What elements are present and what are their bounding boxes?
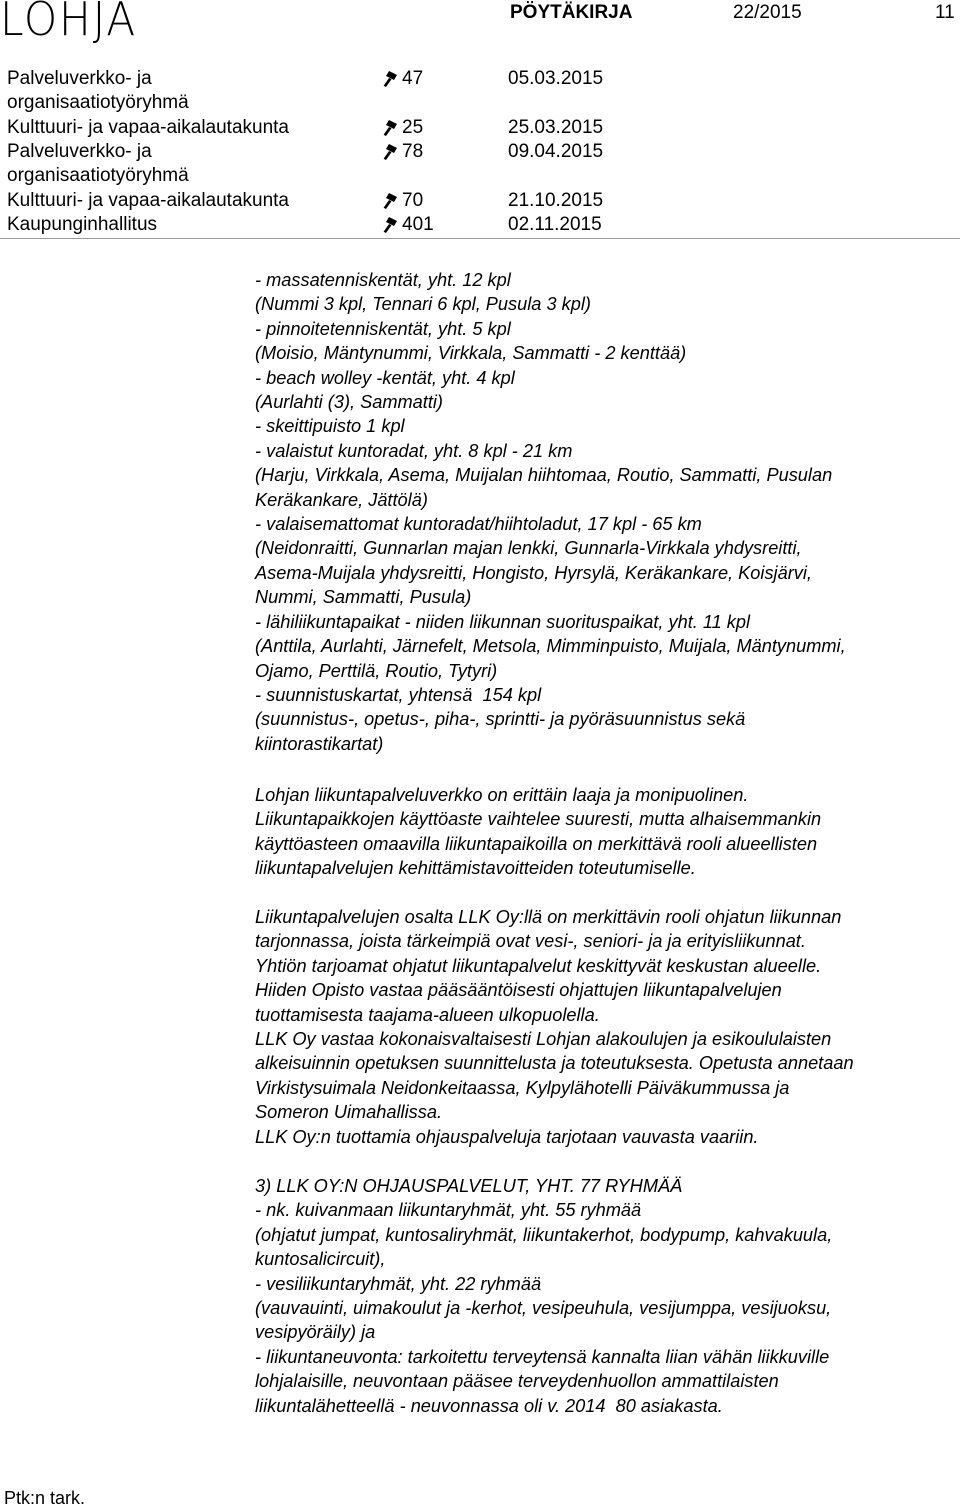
history-row <box>0 213 960 237</box>
gavel-icon <box>383 71 397 88</box>
text-line: käyttöasteen omaavilla liikuntapaikoilla on merkittävä rooli alueellisten <box>255 833 818 854</box>
text-line: tuottamisesta taajama-alueen ulkopuolella. <box>255 1004 600 1025</box>
history-row <box>0 189 960 213</box>
paragraph-overview <box>255 783 955 881</box>
text-line: LLK Oy vastaa kokonaisvaltaisesti Lohjan alakoulujen ja esikoululaisten <box>255 1029 832 1050</box>
history-date: 09.04.2015 <box>508 140 604 162</box>
text-line: (vauvauinti, uimakoulut ja -kerhot, vesipeuhula, vesijumppa, vesijuoksu, <box>255 1298 832 1319</box>
text-line: - pinnoitetenniskentät, yht. 5 kpl <box>255 318 511 339</box>
page-number: 11 <box>935 2 955 23</box>
text-line: tarjonnassa, joista tärkeimpiä ovat vesi-, seniori- ja ja erityisliikunnat. <box>255 931 806 952</box>
text-line: (Nummi 3 kpl, Tennari 6 kpl, Pusula 3 kpl) <box>255 294 591 315</box>
history-date: 21.10.2015 <box>508 189 604 211</box>
text-line: Nummi, Sammatti, Pusula) <box>255 587 472 608</box>
text-line: Liikuntapaikkojen käyttöaste vaihtelee suuresti, mutta alhaisemmankin <box>255 809 822 830</box>
text-line: Ojamo, Perttilä, Routio, Tytyri) <box>255 660 498 681</box>
history-date: 02.11.2015 <box>508 213 602 235</box>
text-line: Virkistysuimala Neidonkeitaassa, Kylpylähotelli Päiväkummussa ja <box>255 1077 790 1098</box>
text-line: - lähiliikuntapaikat - niiden liikunnan suorituspaikat, yht. 11 kpl <box>255 611 751 632</box>
history-divider <box>0 238 960 239</box>
gavel-icon <box>383 144 397 161</box>
text-line: liikuntapalvelujen kehittämistavoitteiden toteutumiselle. <box>255 858 696 879</box>
text-line: - beach wolley -kentät, yht. 4 kpl <box>255 367 515 388</box>
text-line: alkeisuinnin opetuksen suunnittelusta ja toteutuksesta. Opetusta annetaan <box>255 1053 854 1074</box>
history-section: 47 <box>402 68 424 89</box>
text-line: - nk. kuivanmaan liikuntaryhmät, yht. 55 ryhmää <box>255 1200 642 1221</box>
text-line: (Neidonraitti, Gunnarlan majan lenkki, Gunnarla-Virkkala yhdysreitti, <box>255 538 802 559</box>
history-row <box>0 116 960 140</box>
text-line: - valaistut kuntoradat, yht. 8 kpl - 21 km <box>255 440 573 461</box>
gavel-icon <box>383 120 397 137</box>
text-line: Yhtiön tarjoamat ohjatut liikuntapalvelut keskittyvät keskustan alueelle. <box>255 955 822 976</box>
text-line: liikuntalähetteellä - neuvonnassa oli v. 2014 80 asiakasta. <box>255 1395 723 1416</box>
text-line: kuntosalicircuit), <box>255 1249 386 1270</box>
history-organ <box>7 67 189 115</box>
text-line: - liikuntaneuvonta: tarkoitettu terveytensä kannalta liian vähän liikkuville <box>255 1346 830 1367</box>
history-organ-line: Palveluverkko- ja <box>7 68 152 89</box>
text-line: (Aurlahti (3), Sammatti) <box>255 392 443 413</box>
text-line: Asema-Muijala yhdysreitti, Hongisto, Hyrsylä, Keräkankare, Koisjärvi, <box>255 562 812 583</box>
history-row <box>0 67 960 113</box>
text-line: 3) LLK OY:N OHJAUSPALVELUT, YHT. 77 RYHMÄÄ <box>255 1176 683 1196</box>
history-organ <box>7 140 189 188</box>
history-organ-line: Kaupunginhallitus <box>7 213 158 235</box>
history-section: 401 <box>402 213 434 235</box>
history-section: 25 <box>402 116 424 138</box>
history-organ-line: Palveluverkko- ja <box>7 140 152 162</box>
text-line: (Harju, Virkkala, Asema, Muijalan hiihtomaa, Routio, Sammatti, Pusulan <box>255 465 833 486</box>
paragraph-llk-role <box>255 905 955 1149</box>
text-line: Someron Uimahallissa. <box>255 1102 442 1123</box>
history-organ <box>7 116 289 140</box>
text-line: - skeittipuisto 1 kpl <box>255 416 405 437</box>
history-organ <box>7 189 289 213</box>
text-line: (suunnistus-, opetus-, piha-, sprintti- ja pyöräsuunnistus sekä <box>255 709 746 730</box>
text-line: lohjalaisille, neuvontaan pääsee terveydenhuollon ammattilaisten <box>255 1371 779 1392</box>
paragraph-llk-services <box>255 1174 955 1418</box>
history-organ-line: Kulttuuri- ja vapaa-aikalautakunta <box>7 189 290 211</box>
facilities-list <box>255 268 955 756</box>
history-organ <box>7 213 157 237</box>
text-line: (Anttila, Aurlahti, Järnefelt, Metsola, Mimminpuisto, Muijala, Mäntynummi, <box>255 636 846 657</box>
history-section: 70 <box>402 189 424 211</box>
logo: LOHJA <box>0 0 138 46</box>
text-line: kiintorastikartat) <box>255 733 384 754</box>
gavel-icon <box>383 193 397 210</box>
text-line: Keräkankare, Jättölä) <box>255 489 428 510</box>
history-organ-line: organisaatiotyöryhmä <box>7 164 189 186</box>
text-line: Liikuntapalvelujen osalta LLK Oy:llä on merkittävin rooli ohjatun liikunnan <box>255 907 842 927</box>
text-line: - suunnistuskartat, yhtensä 154 kpl <box>255 684 542 705</box>
history-date: 25.03.2015 <box>508 116 604 138</box>
text-line: - vesiliikuntaryhmät, yht. 22 ryhmää <box>255 1273 542 1294</box>
text-line: Hiiden Opisto vastaa pääsääntöisesti ohjattujen liikuntapalvelujen <box>255 980 782 1001</box>
history-section: 78 <box>402 140 424 162</box>
history-date: 05.03.2015 <box>508 68 604 89</box>
history-organ-line: Kulttuuri- ja vapaa-aikalautakunta <box>7 116 290 138</box>
document-type: PÖYTÄKIRJA <box>510 2 633 23</box>
history-organ-line: organisaatiotyöryhmä <box>7 92 189 113</box>
text-line: (ohjatut jumpat, kuntosaliryhmät, liikuntakerhot, bodypump, kahvakuula, <box>255 1224 833 1245</box>
text-line: - massatenniskentät, yht. 12 kpl <box>255 270 511 290</box>
footer-initials-label: Ptk:n tark. <box>4 1488 86 1508</box>
history-row <box>0 140 960 186</box>
text-line: (Moisio, Mäntynummi, Virkkala, Sammatti - 2 kenttää) <box>255 343 687 364</box>
gavel-icon <box>383 217 397 234</box>
text-line: Lohjan liikuntapalveluverkko on erittäin laaja ja monipuolinen. <box>255 785 749 805</box>
document-number: 22/2015 <box>733 2 802 23</box>
text-line: LLK Oy:n tuottamia ohjauspalveluja tarjotaan vauvasta vaariin. <box>255 1126 759 1147</box>
text-line: - valaisemattomat kuntoradat/hiihtoladut, 17 kpl - 65 km <box>255 514 702 535</box>
text-line: vesipyöräily) ja <box>255 1322 376 1343</box>
